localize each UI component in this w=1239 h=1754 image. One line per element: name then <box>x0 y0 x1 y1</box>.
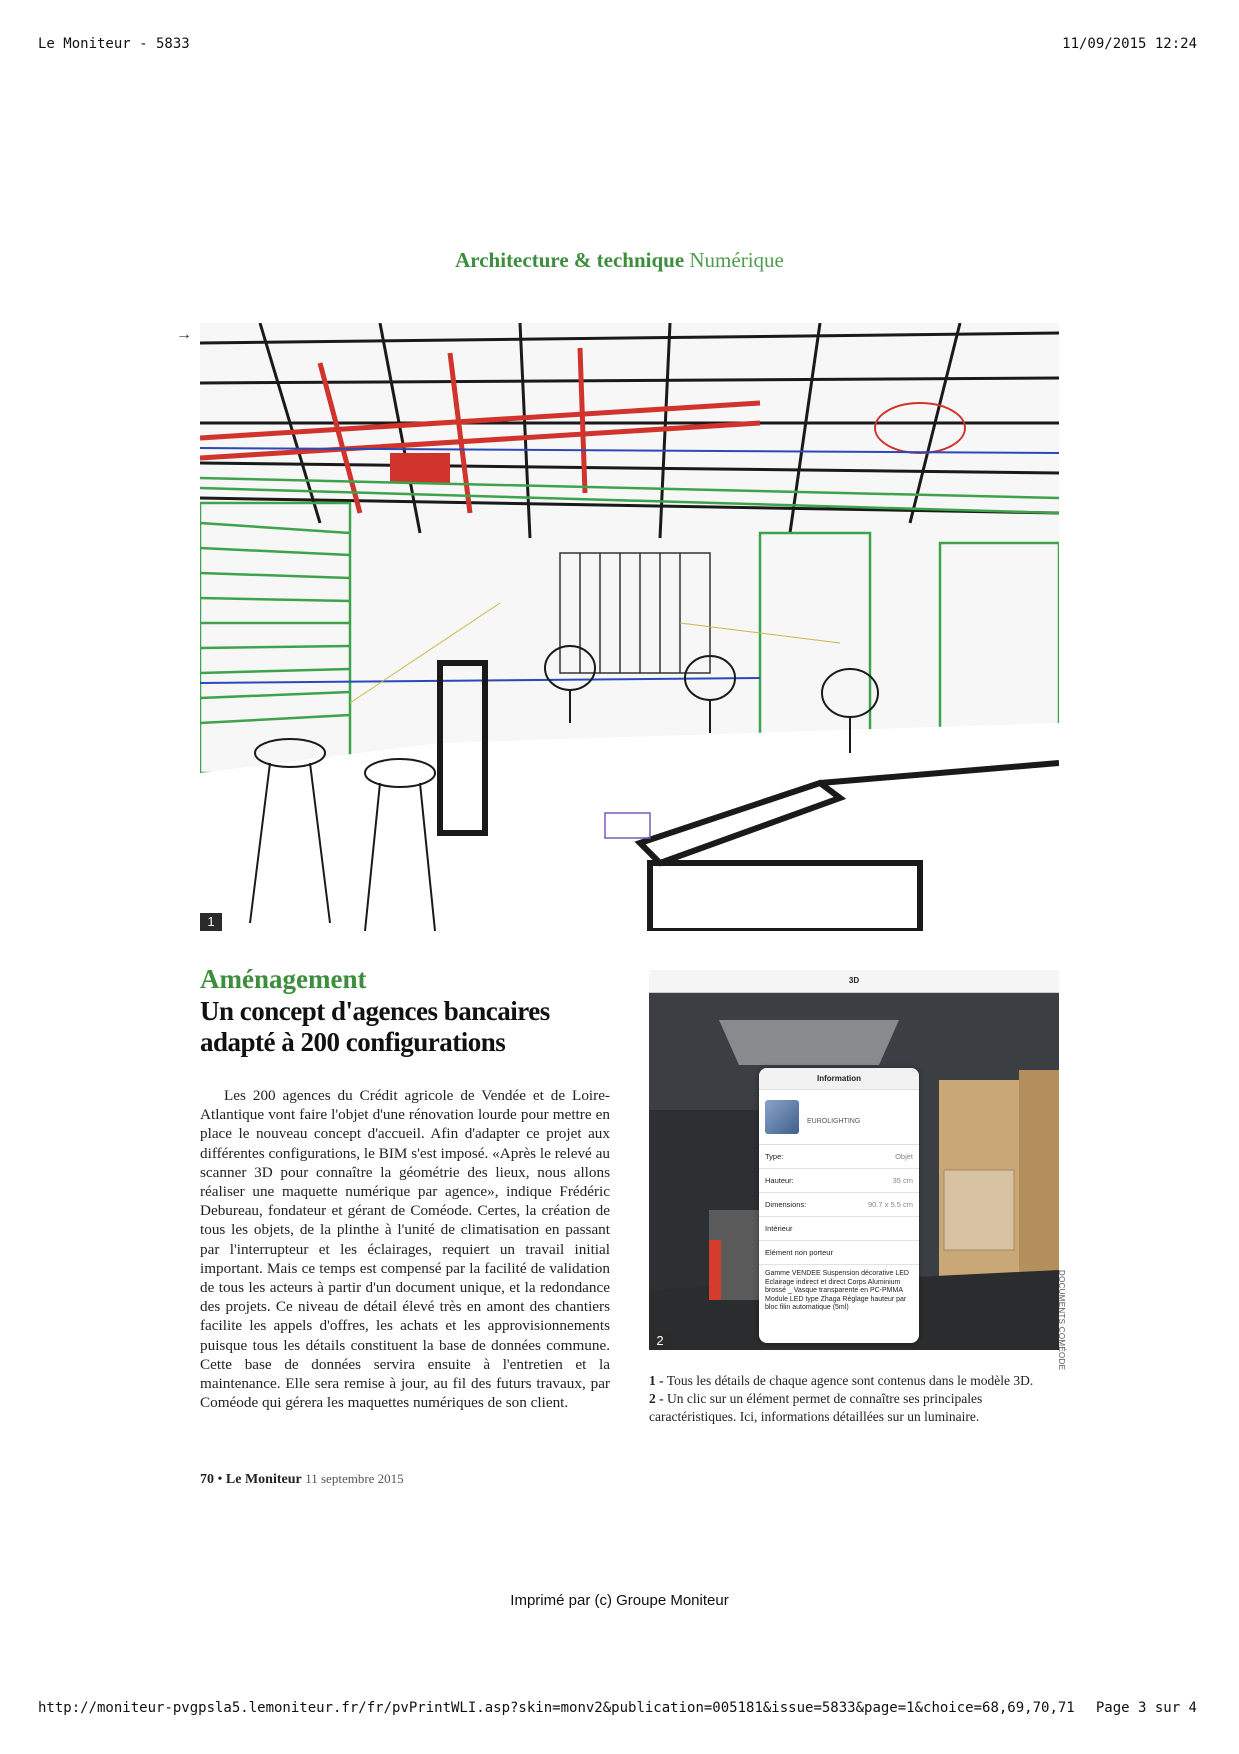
info-row-interior <box>759 1217 919 1241</box>
info-label: Dimensions: <box>765 1200 807 1209</box>
section-rubric <box>0 248 1239 273</box>
caption-text: Un clic sur un élément permet de connaître ses principales caractéristiques. Ici, informations détaillées sur un luminaire. <box>649 1391 983 1424</box>
article-kicker: Aménagement <box>200 964 367 994</box>
info-label: Hauteur: <box>765 1176 794 1185</box>
photo-credit: DOCUMENTS COMÉODE <box>1057 1270 1066 1371</box>
rubric-section: Architecture & technique <box>455 248 685 272</box>
article-body <box>200 1086 610 1412</box>
figure-2-number: 2 <box>649 1332 671 1350</box>
issue-date: 11 septembre 2015 <box>305 1471 404 1486</box>
printed-by-notice: Imprimé par (c) Groupe Moniteur <box>510 1592 729 1609</box>
figure-1-bim-render <box>200 323 1059 931</box>
article-headline: Un concept d'agences bancaires adapté à 200 configurations <box>200 996 550 1057</box>
wireframe-illustration <box>200 323 1059 931</box>
info-value: 35 cm <box>892 1176 913 1185</box>
page-number: 70 <box>200 1472 214 1487</box>
caption-2 <box>649 1390 1069 1426</box>
info-value: 90.7 x 5.5 cm <box>867 1200 913 1209</box>
magazine-name: Le Moniteur <box>225 1472 302 1487</box>
info-value: Objet <box>895 1152 913 1161</box>
info-label: Type: <box>765 1152 784 1161</box>
rubric-subsection: Numérique <box>689 248 784 272</box>
information-panel <box>759 1068 919 1343</box>
caption-text: Tous les détails de chaque agence sont contenus dans le modèle 3D. <box>666 1373 1034 1388</box>
caption-number: 1 - <box>649 1373 664 1388</box>
app-title: 3D <box>848 976 860 985</box>
caption-number: 2 - <box>649 1391 664 1406</box>
print-footer-page: Page 3 sur 4 <box>1095 1700 1197 1716</box>
article-paragraph: Les 200 agences du Crédit agricole de Vendée et de Loire-Atlantique vont faire l'objet d'une rénovation lourde pour mettre en place le nouveau concept d'accueil. Afin d'adapter ce projet aux différentes configurations, le BIM s'est imposé. «Après le relevé au scanner 3D pour connaître la géométrie des lieux, nous allons réaliser une maquette numérique par agence», indique Frédéric Debureau, fondateur et gérant de Coméode. Certes, la création de tous les objets, de la plinthe à l'unité de climatisation en passant par l'interrupteur et les éclairages, requiert un travail initial important. Mais ce temps est compensé par la facilité de validation de tous les acteurs à partir d'un document unique, et la redondance des projets. Ce niveau de détail élevé très en amont des chantiers facilite les appels d'offres, les achats et les approvisionnements puisque tous les détails constituent la base de données commune. Cette base de données servira ensuite à l'entretien et la maintenance. Elle sera remise à jour, au fil des futurs travaux, par Coméode qui gérera les maquettes numériques de son client. <box>200 1087 610 1412</box>
figure-2-app-screenshot <box>649 970 1059 1350</box>
info-row-height <box>759 1169 919 1193</box>
info-label: Intérieur <box>765 1224 793 1233</box>
figure-captions <box>649 1372 1069 1426</box>
print-footer-url: http://moniteur-pvgpsla5.lemoniteur.fr/fr/pvPrintWLI.asp?skin=monv2&publication=005181&issue=5833&page=1&choice=68,69,70,71 <box>38 1700 1075 1716</box>
info-row-type <box>759 1145 919 1169</box>
caption-1 <box>649 1372 1069 1390</box>
print-header-title: Le Moniteur - 5833 <box>38 36 190 52</box>
arrow-right-icon: → <box>176 326 192 343</box>
information-panel-header <box>759 1090 919 1145</box>
folio-bullet: • <box>217 1472 223 1487</box>
page-folio <box>200 1471 404 1488</box>
cube-icon <box>765 1100 799 1134</box>
figure-1-number: 1 <box>200 913 222 931</box>
app-title-bar <box>649 970 1059 993</box>
information-panel-title: Information <box>759 1068 919 1090</box>
info-row-dimensions <box>759 1193 919 1217</box>
print-header-timestamp: 11/09/2015 12:24 <box>1062 36 1197 52</box>
info-row-structure <box>759 1241 919 1265</box>
product-description: Gamme VENDEE Suspension décorative LED Eclairage indirect et direct Corps Aluminium brossé _ Vasque transparente en PC-PMMA Module LED type Zhaga Réglage hauteur par bloc filin automatique (5ml) <box>765 1270 909 1312</box>
info-label: Elément non porteur <box>765 1248 833 1257</box>
product-brand: EUROLIGHTING <box>807 1117 861 1125</box>
